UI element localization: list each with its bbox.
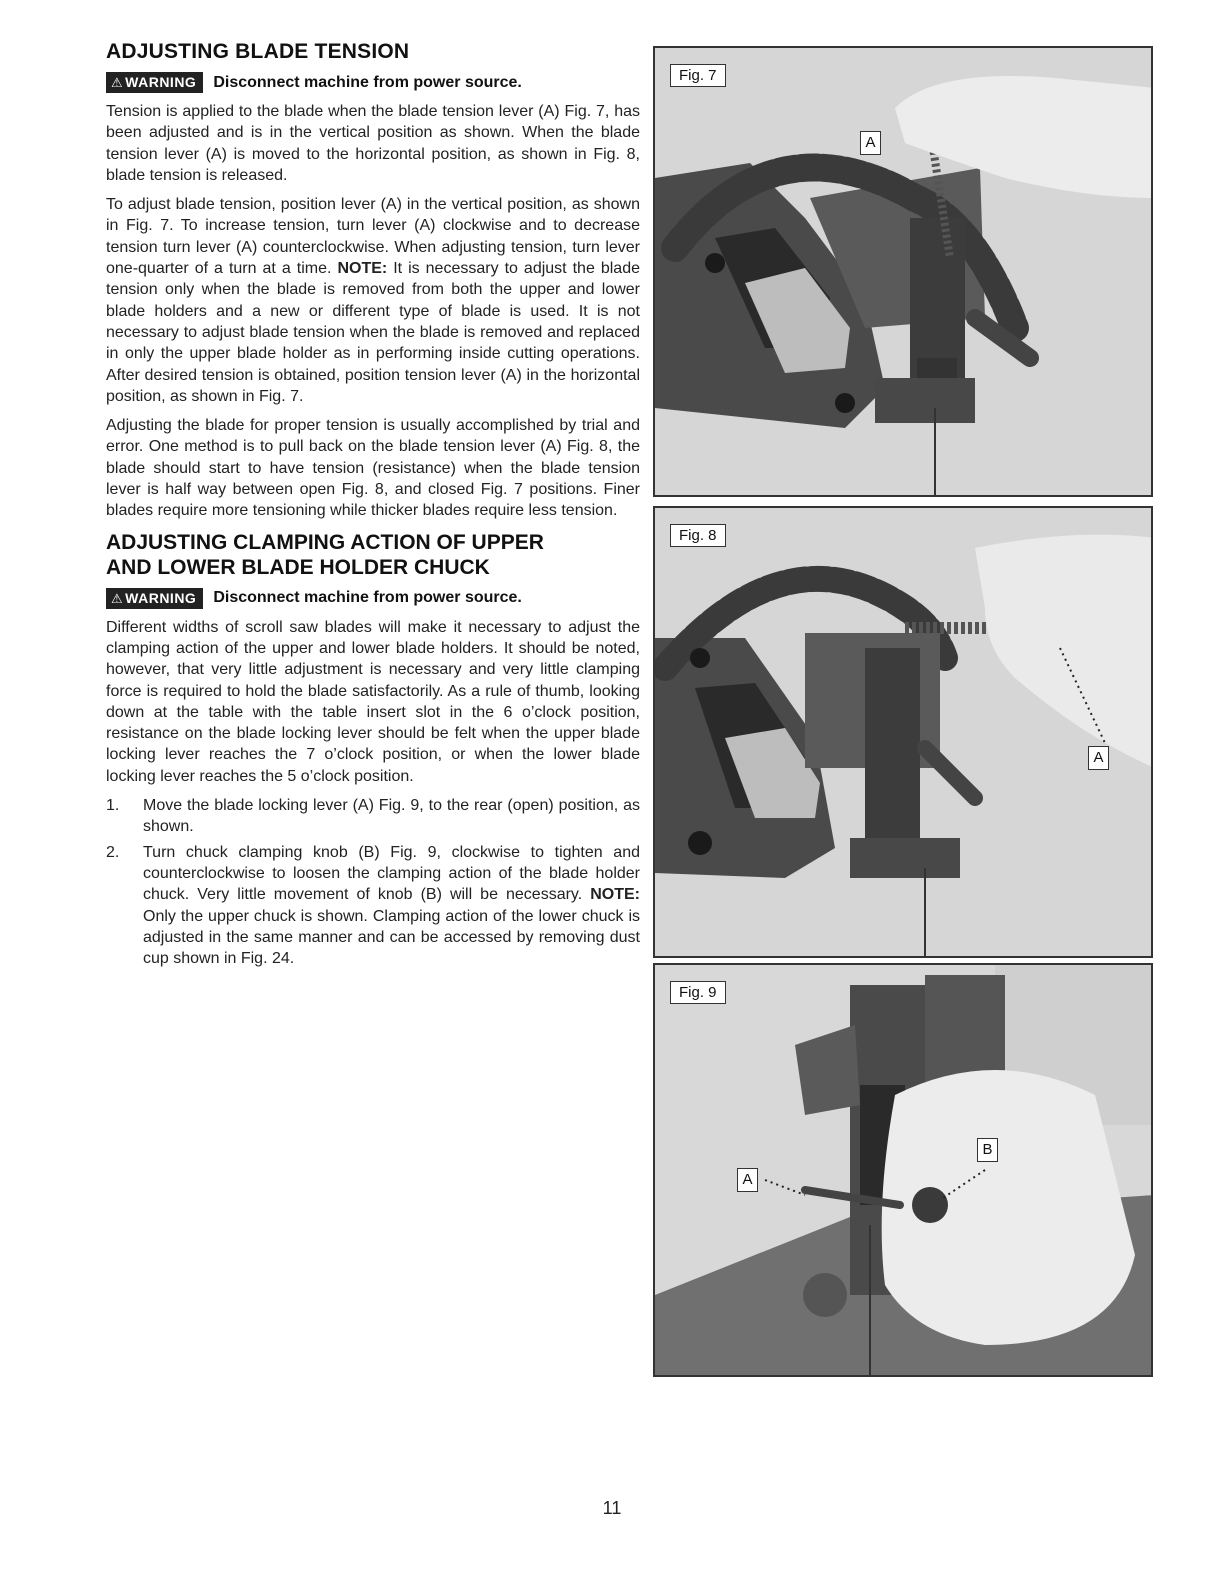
- list-item: 2. Turn chuck clamping knob (B) Fig. 9, clockwise to tighten and counterclockwise to loosen the clamping action of the blade holder chuck. Very little movement of knob (B) will be necessary. NOTE: Only the upper chuck is shown. Clamping action of the lower chuck is adjusted in the same manner and can be accessed by removing dust cup shown in Fig. 24.: [106, 843, 640, 968]
- figure-8: [653, 506, 1153, 958]
- warning-text: Disconnect machine from power source.: [213, 589, 522, 607]
- warning-row: [106, 72, 640, 93]
- warning-badge: ⚠ WARNING: [106, 588, 203, 609]
- text-column: [106, 40, 640, 973]
- steps-list: [106, 795, 640, 969]
- warning-triangle-icon: ⚠: [111, 75, 124, 90]
- figure-9-photo: [655, 965, 1153, 1377]
- figure-7-photo: [655, 48, 1153, 497]
- note-label: NOTE:: [337, 260, 388, 278]
- paragraph: Adjusting the blade for proper tension is usually accomplished by trial and error. One method is to pull back on the blade tension lever (A) Fig. 8, the blade should start to have tension (resistance) when the blade tension lever is half way between open Fig. 8, and closed Fig. 7 positions. Finer blades require more tensioning while thicker blades require less tension.: [106, 417, 640, 520]
- list-item: 1. Move the blade locking lever (A) Fig. 9, to the rear (open) position, as shown.: [106, 797, 640, 836]
- figure-9: [653, 963, 1153, 1377]
- warning-triangle-icon: ⚠: [111, 590, 124, 606]
- callout-a: A: [860, 131, 881, 155]
- page-number: 11: [602, 1498, 622, 1518]
- section-title-clamping-action: ADJUSTING CLAMPING ACTION OF UPPER AND LOWER BLADE HOLDER CHUCK: [106, 530, 544, 579]
- warning-row: [106, 588, 640, 609]
- paragraph: Tension is applied to the blade when the blade tension lever (A) Fig. 7, has been adjusted and is in the vertical position as shown. When the blade tension lever (A) is moved to the horizontal position, as shown in Fig. 8, blade tension is released.: [106, 103, 640, 184]
- note-label: NOTE:: [590, 886, 640, 904]
- figure-8-photo: [655, 508, 1153, 958]
- figure-label: Fig. 8: [670, 524, 726, 547]
- figure-label: Fig. 9: [670, 981, 726, 1004]
- warning-badge: ⚠ WARNING: [106, 72, 203, 93]
- figure-7: [653, 46, 1153, 497]
- figure-label: Fig. 7: [670, 64, 726, 87]
- paragraph: To adjust blade tension, position lever (A) in the vertical position, as shown in Fig. 7. To increase tension, turn lever (A) clockwise and to decrease tension turn lever (A) counterclockwise. When adjusting tension, turn lever one-quarter of a turn at a time. NOTE: It is necessary to adjust the blade tension only when the blade is removed from both the upper and lower blade holders and a new or different type of blade is used. It is not necessary to adjust blade tension when the blade is removed and replaced in only the upper blade holder as in performing inside cutting operations. After desired tension is obtained, position tension lever (A) in the horizontal position, as shown in Fig. 7.: [106, 196, 640, 405]
- callout-a: A: [737, 1168, 758, 1192]
- figure-column: [653, 46, 1153, 1377]
- callout-b: B: [977, 1138, 998, 1162]
- section-title-blade-tension: ADJUSTING BLADE TENSION: [106, 40, 410, 63]
- paragraph: Different widths of scroll saw blades will make it necessary to adjust the clamping action of the upper and lower blade holders. It should be noted, however, that very little adjustment is necessary and very little clamping force is required to hold the blade satisfactorily. As a rule of thumb, looking down at the table with the table insert slot in the 6 o’clock position, resistance on the blade locking lever should be felt when the upper blade locking lever reaches the 7 o’clock position, or when the lower blade locking lever reaches the 5 o’clock position.: [106, 618, 640, 785]
- warning-text: Disconnect machine from power source.: [213, 73, 522, 91]
- callout-a: A: [1088, 746, 1109, 770]
